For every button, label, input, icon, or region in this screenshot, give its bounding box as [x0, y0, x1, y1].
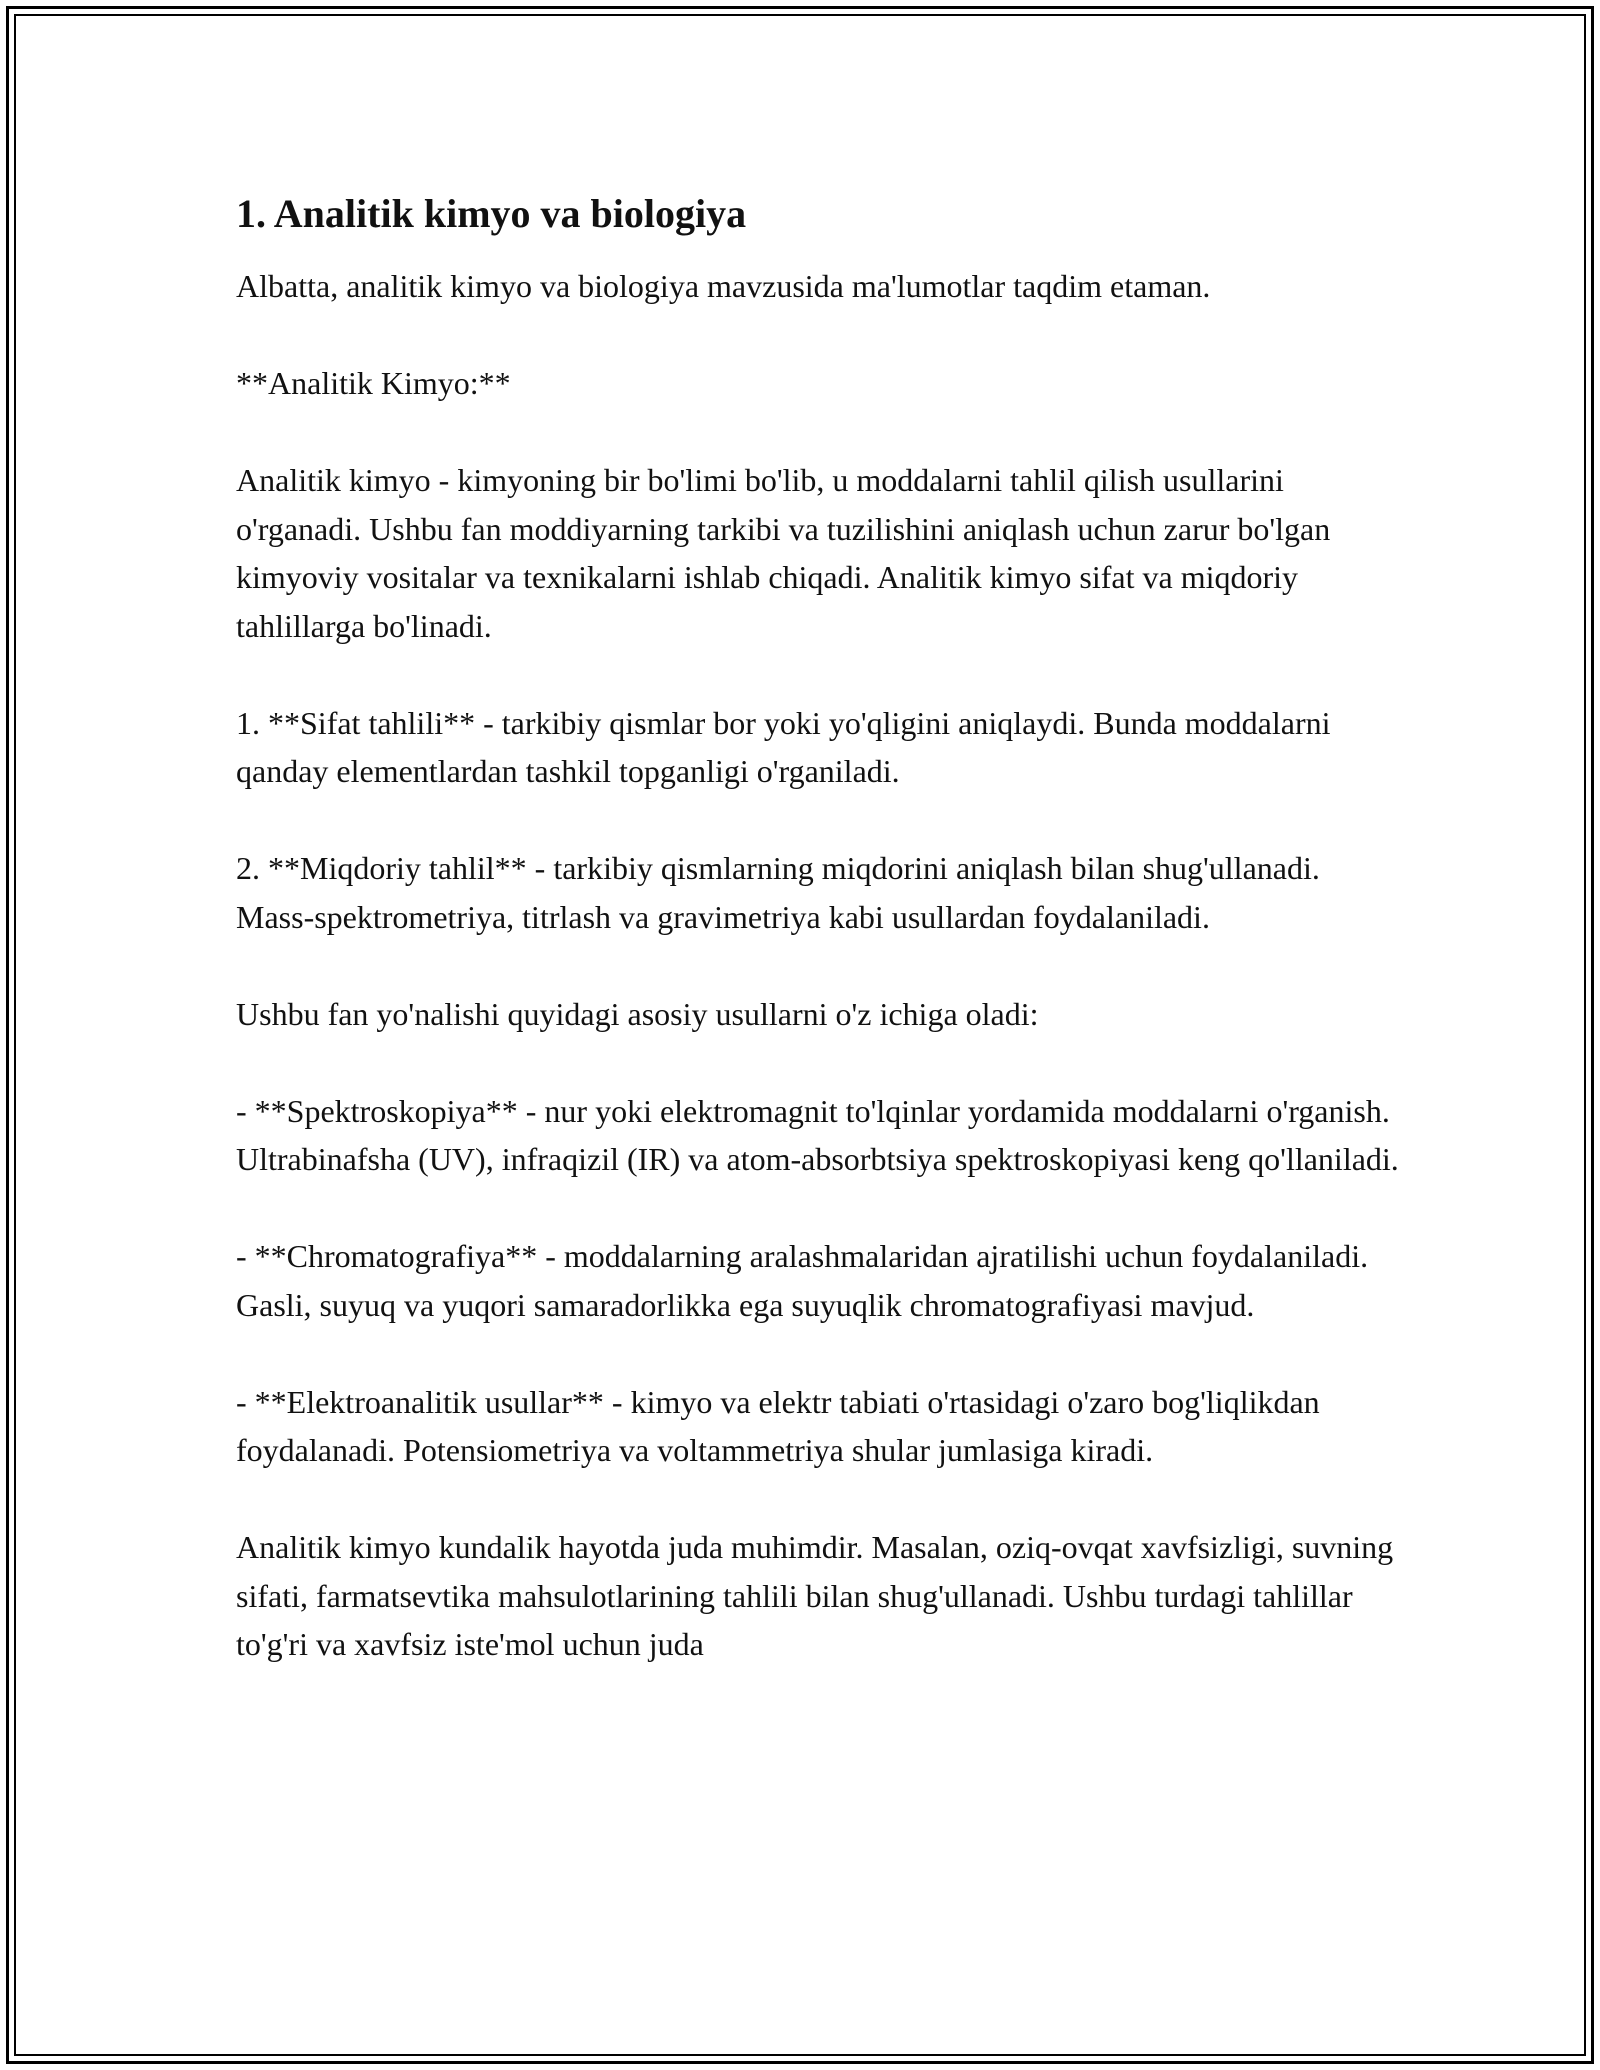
- intro-paragraph: Albatta, analitik kimyo va biologiya mavzusida ma'lumotlar taqdim etaman.: [236, 268, 1211, 304]
- methods-intro-paragraph: Ushbu fan yo'nalishi quyidagi asosiy usullarni o'z ichiga oladi:: [236, 995, 1039, 1032]
- document-body: [236, 188, 1406, 1717]
- importance-paragraph: Analitik kimyo kundalik hayotda juda muhimdir. Masalan, oziq-ovqat xavfsizligi, suvning sifati, farmatsevtika mahsulotlarining tahlili bilan shug'ullanadi. Ushbu turdagi tahlillar to'g'ri va xavfsiz iste'mol uchun juda: [236, 1529, 1394, 1662]
- section-heading-analitik-kimyo: **Analitik Kimyo:**: [236, 365, 511, 401]
- list-item-spektroskopiya: - **Spektroskopiya** - nur yoki elektromagnit to'lqinlar yordamida moddalarni o'rganish. Ultrabinafsha (UV), infraqizil (IR) va atom-absorbtsiya spektroskopiyasi keng qo'llaniladi.: [236, 1092, 1399, 1177]
- list-item-elektroanalitik: - **Elektroanalitik usullar** - kimyo va elektr tabiati o'rtasidagi o'zaro bog'liqlikdan foydalanadi. Potensiometriya va voltammetriya shular jumlasiga kiradi.: [236, 1383, 1320, 1468]
- document-title: 1. Analitik kimyo va biologiya: [236, 191, 747, 236]
- list-item-miqdoriy-tahlil: 2. **Miqdoriy tahlil** - tarkibiy qismlarning miqdorini aniqlash bilan shug'ullanadi. Mass-spektrometriya, titrlash va gravimetriya kabi usullardan foydalaniladi.: [236, 850, 1320, 935]
- list-item-chromatografiya: - **Chromatografiya** - moddalarning aralashmalaridan ajratilishi uchun foydalaniladi. Gasli, suyuq va yuqori samaradorlikka ega suyuqlik chromatografiyasi mavjud.: [236, 1238, 1369, 1323]
- list-item-sifat-tahlili: 1. **Sifat tahlili** - tarkibiy qismlar bor yoki yo'qligini aniqlaydi. Bunda moddalarni qanday elementlardan tashkil topganligi o'rganiladi.: [236, 704, 1331, 789]
- definition-paragraph: Analitik kimyo - kimyoning bir bo'limi bo'lib, u moddalarni tahlil qilish usullarini o'rganadi. Ushbu fan moddiyarning tarkibi va tuzilishini aniqlash uchun zarur bo'lgan kimyoviy vositalar va texnikalarni ishlab chiqadi. Analitik kimyo sifat va miqdoriy tahlillarga bo'linadi.: [236, 462, 1331, 644]
